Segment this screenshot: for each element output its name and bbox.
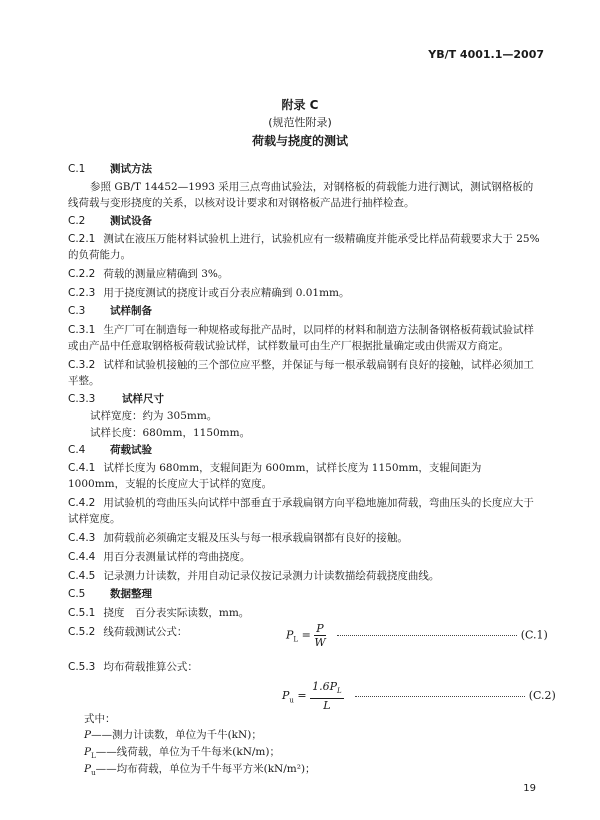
annex-note: (规范性附录) xyxy=(268,116,332,129)
annex-title: 荷载与挠度的测试 xyxy=(251,134,348,148)
where-item-p: P——测力计读数，单位为千牛(kN)； xyxy=(84,729,262,741)
clause-c4-3: C.4.3 加荷载前必须确定支辊及压头与每一根承载扁钢都有良好的接触。 xyxy=(68,532,408,545)
standard-code: YB/T 4001.1—2007 xyxy=(428,48,544,61)
clause-c5-1: C.5.1 挠度 百分表实际读数，mm。 xyxy=(68,606,250,619)
formula-c2-fraction: $\frac{1.6P_L}{L}$ xyxy=(312,680,342,713)
clause-c2-3: C.2.3 用于挠度测试的挠度计或百分表应精确到 0.01mm。 xyxy=(68,287,350,300)
leader-dots xyxy=(355,696,525,697)
where-item-pu: $P_u——$均布荷载，单位为千牛每平方米(kN/m²)； xyxy=(84,763,316,778)
clause-c4-2: C.4.2 用试验机的弯曲压头向试样中部垂直于承载扁钢方向平稳地施加荷载，弯曲压头的长度应大于试样宽度。 xyxy=(68,497,534,526)
specimen-length: 试样长度：680mm，1150mm。 xyxy=(90,426,251,439)
clause-c4-5: C.4.5 记录测力计读数，并用自动记录仪按记录测力计读数描绘荷载挠度曲线。 xyxy=(68,570,440,583)
section-heading-c2: C.2 测试设备 xyxy=(68,215,152,228)
section-heading-c5: C.5 数据整理 xyxy=(68,588,152,601)
clause-c2-1: C.2.1 测试在液压万能材料试验机上进行，试验机应有一级精确度并能承受比样品荷载要求大于 25%的负荷能力。 xyxy=(68,233,540,262)
leader-dots xyxy=(337,635,517,636)
formula-c1-fraction: $\frac{P}{W}$ xyxy=(314,622,326,649)
annex-body xyxy=(68,162,540,643)
section-heading-c4: C.4 荷载试验 xyxy=(68,444,152,457)
formula-c1: $P_L$ = $\frac{P}{W}$ (C.1) xyxy=(286,622,548,649)
clause-c3-1: C.3.1 生产厂可在制造每一种规格或每批产品时，以同样的材料和制造方法制备钢格板荷载试验试样或由产品中任意取钢格板荷载试验试样，试样数量可由生产厂根据批量确定或由供需双方商定。 xyxy=(68,323,534,352)
section-text-c1: 参照 GB/T 14452—1993 采用三点弯曲试验法，对钢格板的荷载能力进行测试，测试钢格板的线荷载与变形挠度的关系，以核对设计要求和对钢格板产品进行抽样检查。 xyxy=(68,181,534,210)
clause-c5-3: C.5.3 均布荷载推算公式： xyxy=(68,661,198,673)
clause-c4-4: C.4.4 用百分表测量试样的弯曲挠度。 xyxy=(68,551,251,564)
clause-c4-1: C.4.1 试样长度为 680mm，支辊间距为 600mm，试样长度为 1150mm，支辊间距为 1000mm，支辊的长度应大于试样的宽度。 xyxy=(68,462,482,491)
section-heading-c3: C.3 试样制备 xyxy=(68,305,152,318)
specimen-width: 试样宽度：约为 305mm。 xyxy=(90,409,218,422)
page-number: 19 xyxy=(523,783,536,794)
where-label: 式中： xyxy=(84,713,116,725)
section-heading-c1: C.1 测试方法 xyxy=(68,163,152,175)
clause-c5-2: C.5.2 线荷载测试公式： xyxy=(68,625,188,638)
annex-label: 附录 C xyxy=(281,98,319,112)
clause-c2-2: C.2.2 荷载的测量应精确到 3%。 xyxy=(68,268,229,281)
formula-c2: $P_u$ = $\frac{1.6P_L}{L}$ (C.2) xyxy=(282,680,556,713)
clause-c3-3-heading: C.3.3 试样尺寸 xyxy=(68,392,164,405)
clause-c3-2: C.3.2 试样和试验机接触的三个部位应平整，并保证与每一根承载扁钢有良好的接触，试样必须加工平整。 xyxy=(68,358,534,387)
where-item-pl: $P_L——$线荷载，单位为千牛每米(kN/m)； xyxy=(84,746,280,761)
